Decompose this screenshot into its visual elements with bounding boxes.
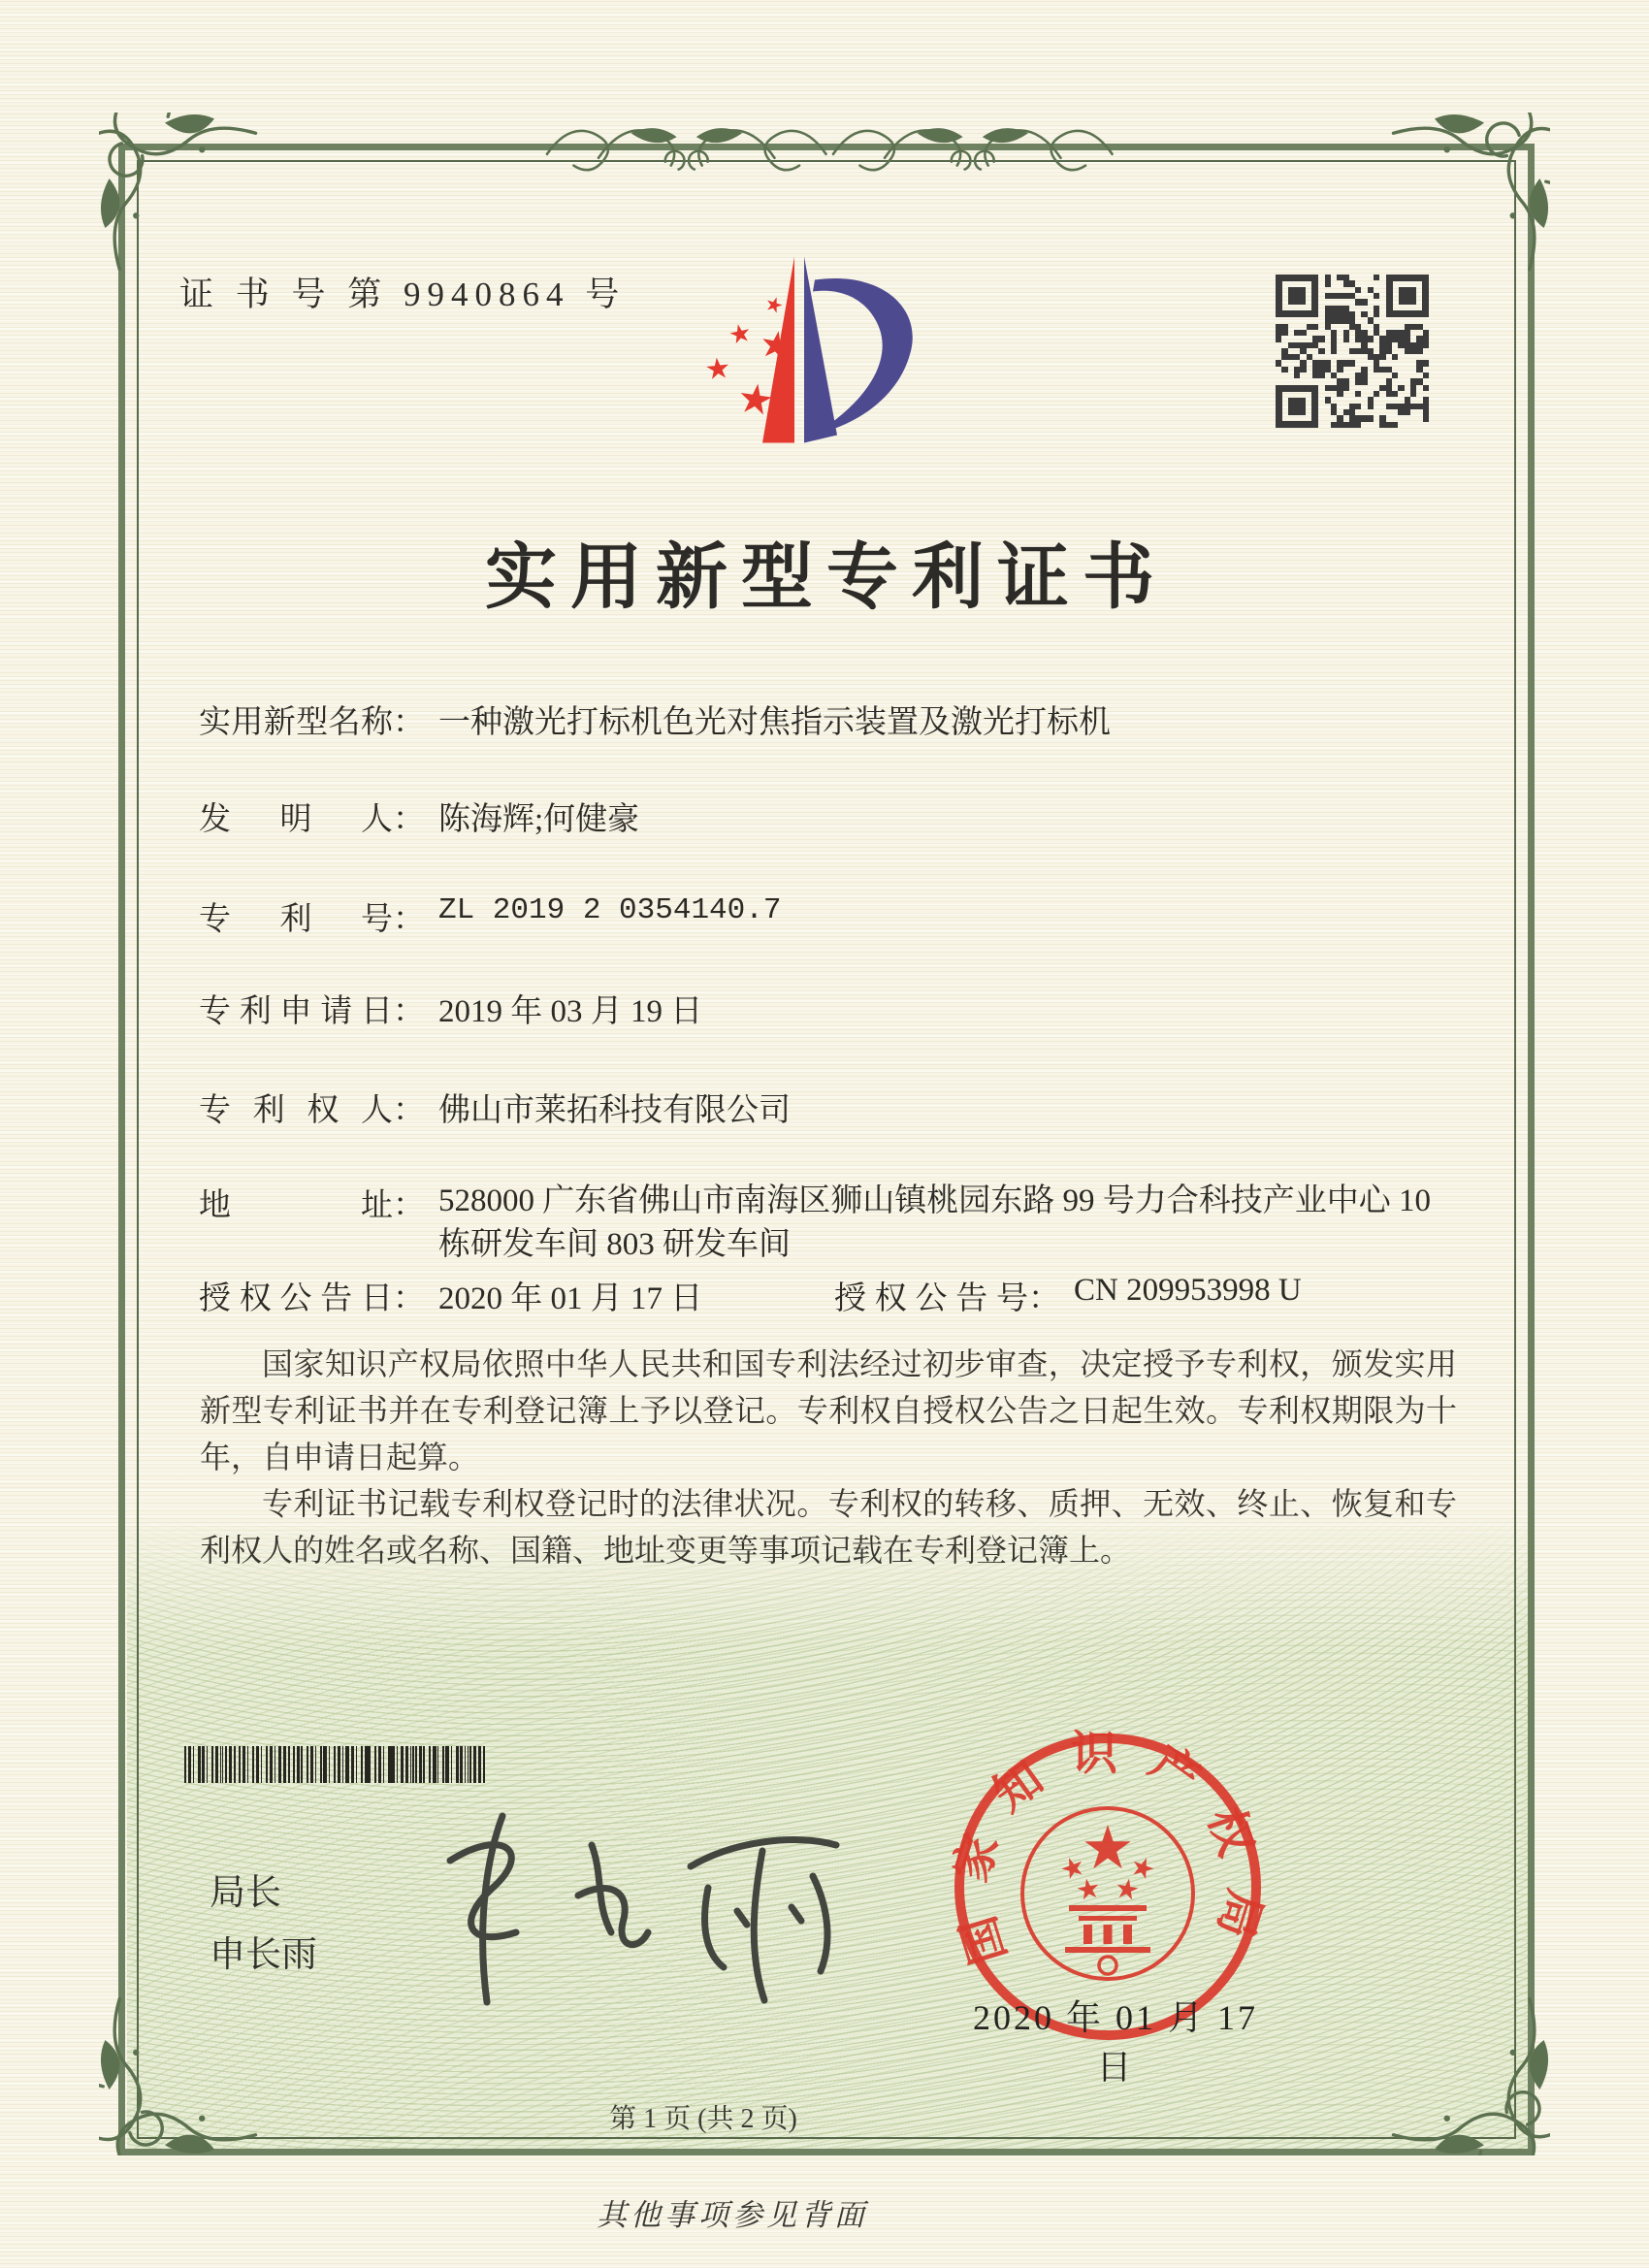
field-value: 2019 年 03 月 19 日 (438, 994, 703, 1029)
seal-date: 2020 年 01 月 17 日 (972, 1998, 1258, 2087)
national-emblem-icon (1022, 1808, 1193, 1979)
legal-paragraph: 国家知识产权局依照中华人民共和国专利法经过初步审查，决定授予专利权，颁发实用新型专利证书并在专利登记簿上予以登记。专利权自授权公告之日起生效。专利权期限为十年，自申请日起算。 (200, 1346, 1457, 1474)
officer-name: 申长雨 (210, 1935, 317, 1975)
field-row-utility-model-name: 实用新型名称 ： 一种激光打标机色光对焦指示装置及激光打标机 (199, 697, 1111, 742)
handwritten-signature-icon (388, 1795, 892, 2037)
legal-paragraph: 专利证书记载专利权登记时的法律状况。专利权的转移、质押、无效、终止、恢复和专利权人的姓名或名称、国籍、地址变更等事项记载在专利登记簿上。 (200, 1486, 1457, 1568)
corner-flourish-icon (1385, 1991, 1550, 2155)
qr-finder-icon (1276, 275, 1318, 317)
certificate-number: 证 书 号 第 9940864 号 (179, 275, 627, 313)
cnipa-logo-icon (679, 250, 922, 449)
legal-text (200, 1341, 1457, 1573)
field-row-patent-number: 专利号 ： ZL 2019 2 0354140.7 (199, 893, 782, 937)
grant-date-pair: 授权公告日 ： 2020 年 01 月 17 日 (199, 1273, 834, 1318)
field-label: 专利权人 (199, 1093, 393, 1128)
field-label: 授权公告日 (199, 1281, 393, 1316)
field-label: 实用新型名称 (199, 705, 393, 740)
field-label: 授权公告号 (834, 1281, 1028, 1316)
field-value: ZL 2019 2 0354140.7 (438, 893, 782, 927)
field-row-inventor: 发明人 ： 陈海辉;何健豪 (199, 794, 639, 839)
officer-block (210, 1863, 317, 1987)
qr-finder-icon (1386, 275, 1429, 317)
grant-number-pair: 授权公告号 ： CN 209953998 U (834, 1273, 1302, 1316)
corner-flourish-icon (99, 113, 264, 277)
field-value: CN 209953998 U (1074, 1273, 1302, 1308)
field-label: 地址 (199, 1188, 393, 1223)
field-value: 2020 年 01 月 17 日 (438, 1281, 703, 1316)
field-label: 专利号 (199, 902, 393, 937)
officer-title: 局长 (210, 1873, 281, 1913)
qr-finder-icon (1276, 385, 1318, 428)
field-label: 专利申请日 (199, 994, 393, 1029)
field-value: 陈海辉;何健豪 (438, 802, 640, 837)
field-value: 佛山市莱拓科技有限公司 (438, 1093, 791, 1128)
field-value: 一种激光打标机色光对焦指示装置及激光打标机 (438, 705, 1111, 740)
field-value: 528000 广东省佛山市南海区狮山镇桃园东路 99 号力合科技产业中心 10 栋研发车间 803 研发车间 (438, 1183, 1439, 1262)
field-row-grant (199, 1273, 1302, 1318)
back-side-note: 其他事项参见背面 (597, 2198, 868, 2232)
top-scroll-ornament-icon (543, 107, 1116, 184)
field-label: 发明人 (199, 802, 393, 837)
field-row-address: 地址 ： 528000 广东省佛山市南海区狮山镇桃园东路 99 号力合科技产业中心 10 栋研发车间 803 研发车间 (199, 1180, 1432, 1267)
field-row-filing-date: 专利申请日 ： 2019 年 03 月 19 日 (199, 986, 702, 1031)
corner-flourish-icon (1385, 113, 1550, 277)
seal-text: 国家知识产权局 (948, 1728, 1268, 1970)
page-number: 第 1 页 (共 2 页) (609, 2104, 797, 2134)
certificate-title: 实用新型专利证书 (485, 538, 1168, 618)
barcode-icon (184, 1746, 487, 1783)
field-row-patentee: 专利权人 ： 佛山市莱拓科技有限公司 (199, 1085, 791, 1130)
qr-code-icon (1276, 275, 1429, 428)
